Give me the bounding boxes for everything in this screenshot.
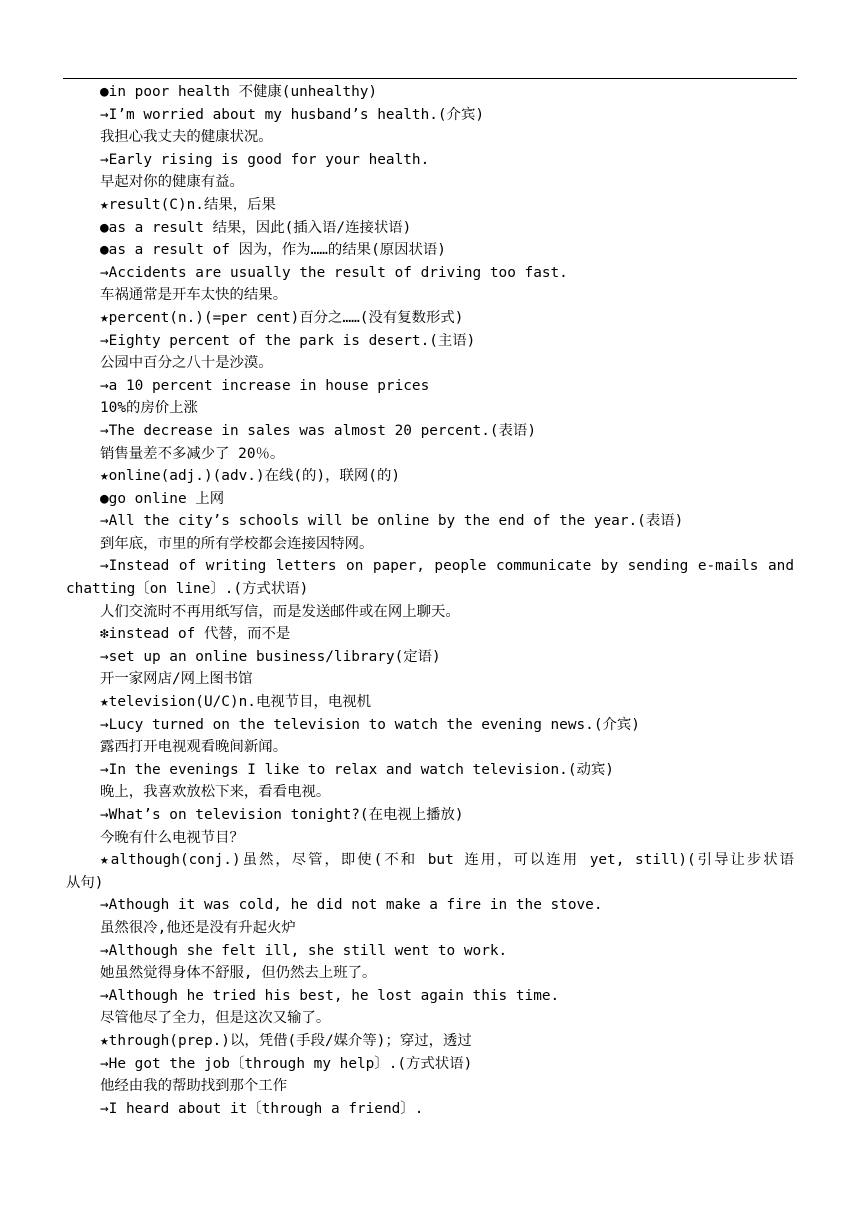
text-line: 虽然很冷,他还是没有升起火炉 xyxy=(100,919,296,936)
text-line-continuation: chatting〔on line〕.(方式状语) xyxy=(66,581,309,598)
text-line: 晚上，我喜欢放松下来，看看电视。 xyxy=(100,784,331,801)
text-line: →Lucy turned on the television to watch the evening news.(介宾) xyxy=(100,716,640,733)
text-line: ★through(prep.)以，凭借(手段/媒介等)；穿过，透过 xyxy=(100,1032,472,1049)
text-line: →Although he tried his best, he lost again this time. xyxy=(100,987,560,1004)
text-line: 露西打开电视观看晚间新闻。 xyxy=(100,739,288,756)
text-line: 开一家网店/网上图书馆 xyxy=(100,671,253,688)
header-rule xyxy=(63,78,797,79)
text-line: 我担心我丈夫的健康状况。 xyxy=(100,129,273,146)
text-line: 10%的房价上涨 xyxy=(100,400,198,417)
text-line: →Eighty percent of the park is desert.(主语) xyxy=(100,332,476,349)
text-line: 尽管他尽了全力，但是这次又输了。 xyxy=(100,1010,331,1027)
text-line: →Athough it was cold, he did not make a fire in the stove. xyxy=(100,897,603,914)
text-line: ❇instead of 代替，而不是 xyxy=(100,626,291,643)
text-line: 他经由我的帮助找到那个工作 xyxy=(100,1078,288,1095)
text-line: →Early rising is good for your health. xyxy=(100,151,430,168)
text-line: →Although she felt ill, she still went to work. xyxy=(100,942,508,959)
text-line: →Instead of writing letters on paper, people communicate by sending e-mails and xyxy=(100,558,794,575)
text-line: →He got the job〔through my help〕.(方式状语) xyxy=(100,1055,473,1072)
text-line: 公园中百分之八十是沙漠。 xyxy=(100,355,273,372)
text-line: ●as a result 结果，因此(插入语/连接状语) xyxy=(100,219,412,236)
document-body xyxy=(0,81,860,1120)
text-line: ★television(U/C)n.电视节目，电视机 xyxy=(100,694,372,711)
text-line: ★online(adj.)(adv.)在线(的)，联网(的) xyxy=(100,468,401,485)
text-line: ★result(C)n.结果，后果 xyxy=(100,196,276,213)
text-line: 今晚有什么电视节目？ xyxy=(100,829,244,846)
text-line: 到年底，市里的所有学校都会连接因特网。 xyxy=(100,535,374,552)
text-line-continuation: 从句) xyxy=(66,874,104,891)
text-line: ●go online 上网 xyxy=(100,490,225,507)
text-line: →The decrease in sales was almost 20 percent.(表语) xyxy=(100,422,536,439)
text-line: 她虽然觉得身体不舒服, 但仍然去上班了。 xyxy=(100,965,377,982)
text-line: 销售量差不多减少了 20％。 xyxy=(100,445,285,462)
text-line: ●in poor health 不健康(unhealthy) xyxy=(100,84,378,100)
text-line: ●as a result of 因为，作为……的结果(原因状语) xyxy=(100,242,446,259)
text-line: →I’m worried about my husband’s health.(介宾) xyxy=(100,106,485,123)
text-line: →set up an online business/library(定语) xyxy=(100,648,441,665)
text-line: ★percent(n.)(=per cent)百分之……(没有复数形式) xyxy=(100,309,464,326)
text-line: →I heard about it〔through a friend〕. xyxy=(100,1100,424,1117)
text-line: 早起对你的健康有益。 xyxy=(100,174,244,191)
text-line: ★although(conj.)虽然，尽管，即使(不和 but 连用，可以连用 yet, still)(引导让步状语 xyxy=(100,852,794,869)
text-line: →a 10 percent increase in house prices xyxy=(100,377,430,394)
text-line: →In the evenings I like to relax and watch television.(动宾) xyxy=(100,761,614,778)
text-line: 车祸通常是开车太快的结果。 xyxy=(100,287,288,304)
text-line: →Accidents are usually the result of driving too fast. xyxy=(100,264,568,281)
text-line: →All the city’s schools will be online by the end of the year.(表语) xyxy=(100,513,684,530)
text-line: 人们交流时不再用纸写信，而是发送邮件或在网上聊天。 xyxy=(100,603,460,620)
text-line: →What’s on television tonight?(在电视上播放) xyxy=(100,807,464,823)
